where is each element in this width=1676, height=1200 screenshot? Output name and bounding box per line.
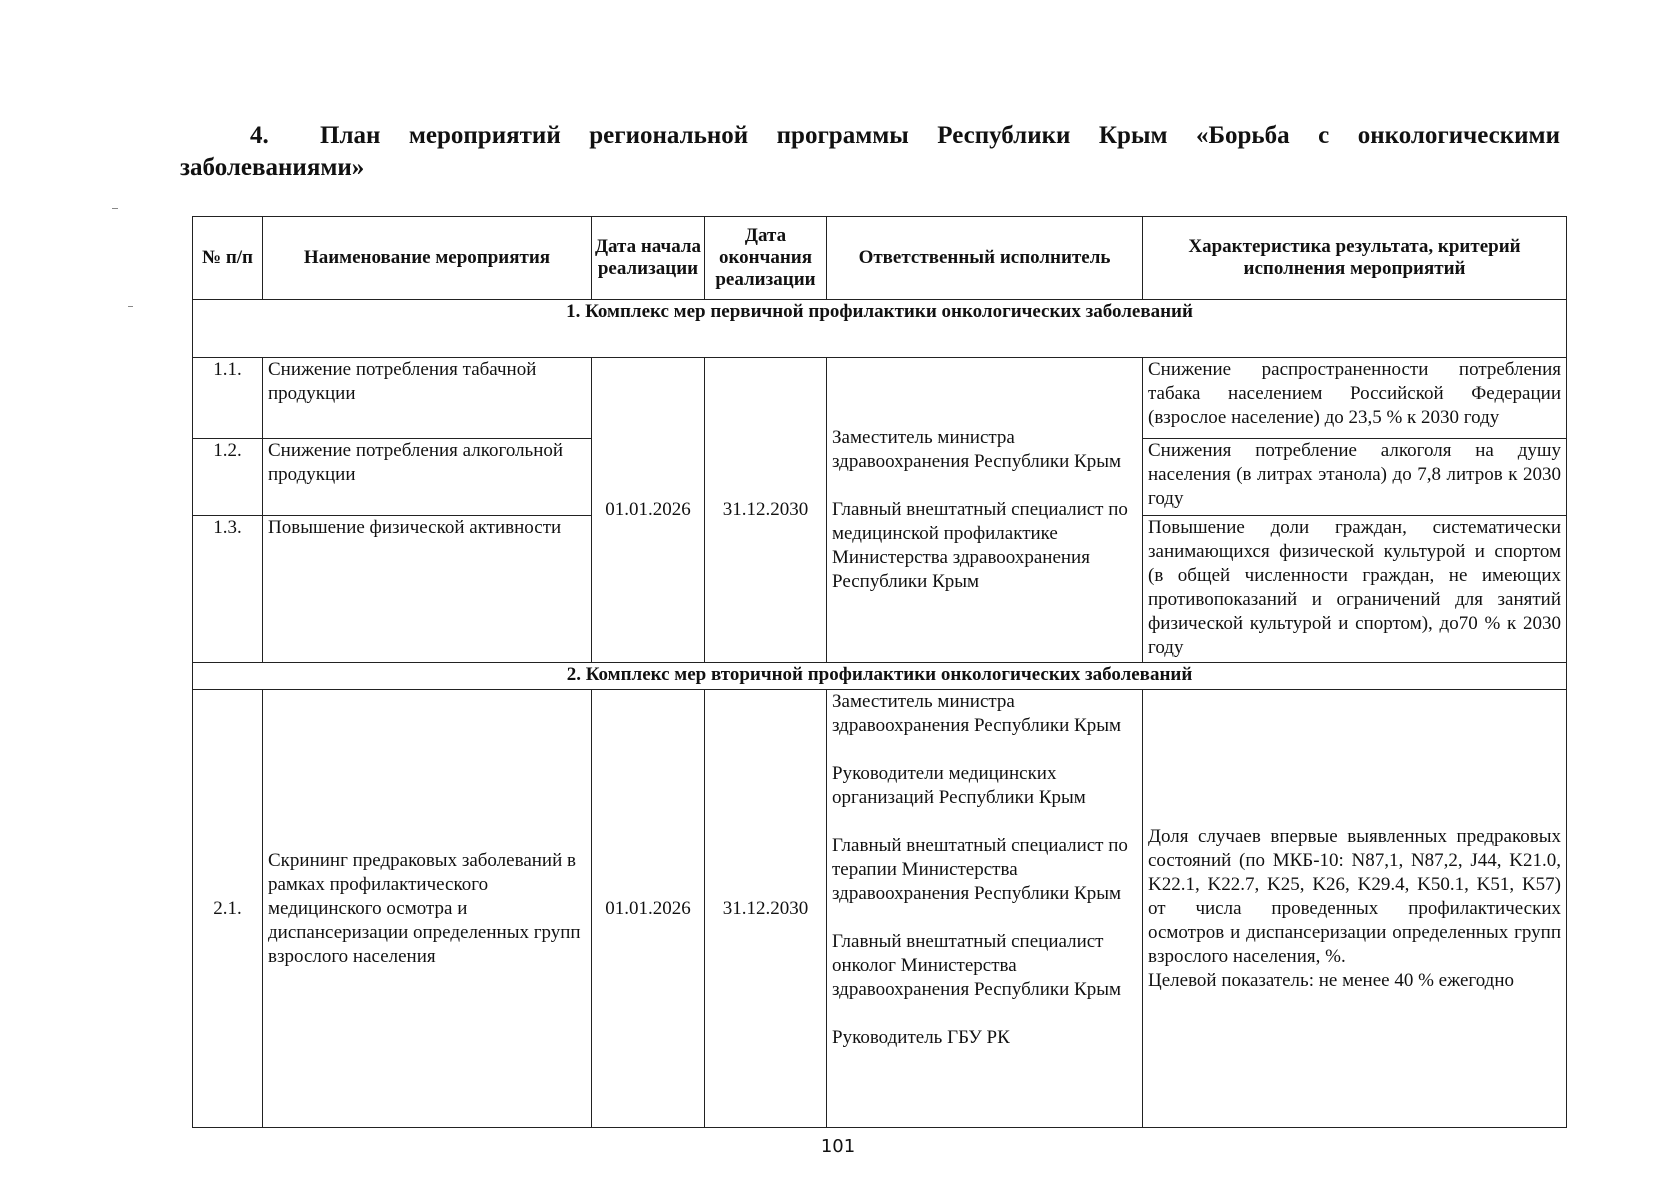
- section-row: [193, 300, 1567, 358]
- plan-table-wrapper: [192, 216, 1566, 1128]
- plan-table: [192, 216, 1567, 1128]
- header-start-date: Дата начала реализации: [592, 217, 705, 300]
- responsible-item: Главный внештатный специалист по медицинской профилактике Министерства здравоохранения Республики Крым: [832, 499, 1128, 592]
- header-name: Наименование мероприятия: [263, 217, 592, 300]
- row-name: Скрининг предраковых заболеваний в рамках профилактического медицинского осмотра и диспансеризации определенных групп взрослого населения: [263, 690, 592, 1128]
- table-header-row: [193, 217, 1567, 300]
- row-num: 2.1.: [193, 690, 263, 1128]
- row-name: Снижение потребления табачной продукции: [263, 358, 592, 439]
- responsible-item: Руководитель ГБУ РК: [832, 1027, 1010, 1048]
- row-result: Снижения потребление алкоголя на душу населения (в литрах этанола) до 7,8 литров к 2030 году: [1143, 439, 1567, 516]
- row-start-date: 01.01.2026: [592, 358, 705, 663]
- scan-mark: [112, 208, 118, 209]
- responsible-item: Заместитель министра здравоохранения Республики Крым: [832, 427, 1122, 472]
- heading-line-1: План мероприятий региональной программы Республики Крым «Борьба с онкологическими: [320, 122, 1560, 149]
- responsible-item: Руководители медицинских организаций Республики Крым: [832, 763, 1086, 808]
- page-number: 101: [820, 1136, 856, 1157]
- row-name: Повышение физической активности: [263, 516, 592, 663]
- header-end-date: Дата окончания реализации: [705, 217, 827, 300]
- row-num: 1.3.: [193, 516, 263, 663]
- row-responsible: [827, 358, 1143, 663]
- row-result: [1143, 690, 1567, 1128]
- responsible-item: Заместитель министра здравоохранения Республики Крым: [832, 691, 1122, 736]
- table-row: [193, 690, 1567, 1128]
- section-1-title: 1. Комплекс мер первичной профилактики онкологических заболеваний: [193, 300, 1567, 358]
- section-2-title: 2. Комплекс мер вторичной профилактики онкологических заболеваний: [193, 663, 1567, 690]
- row-name: Снижение потребления алкогольной продукции: [263, 439, 592, 516]
- section-heading: [180, 120, 1560, 152]
- scan-mark: [128, 306, 133, 307]
- responsible-item: Главный внештатный специалист онколог Министерства здравоохранения Республики Крым: [832, 931, 1122, 1000]
- row-num: 1.1.: [193, 358, 263, 439]
- section-row: [193, 663, 1567, 690]
- section-number: 4.: [250, 122, 269, 149]
- row-num: 1.2.: [193, 439, 263, 516]
- row-end-date: 31.12.2030: [705, 690, 827, 1128]
- row-responsible: [827, 690, 1143, 1128]
- header-result: Характеристика результата, критерий исполнения мероприятий: [1143, 217, 1567, 300]
- row-end-date: 31.12.2030: [705, 358, 827, 663]
- responsible-item: Главный внештатный специалист по терапии Министерства здравоохранения Республики Крым: [832, 835, 1128, 904]
- table-row: [193, 358, 1567, 439]
- row-result: Повышение доли граждан, систематически занимающихся физической культурой и спортом (в общей численности граждан, не имеющих противопоказаний и ограничений для занятий физической культурой и спортом), до70 % к 2030 году: [1143, 516, 1567, 663]
- heading-line-2: заболеваниями»: [180, 154, 365, 181]
- header-responsible: Ответственный исполнитель: [827, 217, 1143, 300]
- target-indicator: Целевой показатель: не менее 40 % ежегодно: [1148, 969, 1515, 991]
- row-result: Снижение распространенности потребления табака населением Российской Федерации (взрослое население) до 23,5 % к 2030 году: [1143, 358, 1567, 439]
- header-num: № п/п: [193, 217, 263, 300]
- row-start-date: 01.01.2026: [592, 690, 705, 1128]
- result-text: Доля случаев впервые выявленных предраковых состояний (по МКБ-10: N87,1, N87,2, J44, K21.0, K22.1, K22.7, K25, K26, K29.4, K50.1, K51, K57) от числа проведенных профилактических осмотров и диспансеризации определенных групп взрослого населения, %.: [1148, 825, 1561, 967]
